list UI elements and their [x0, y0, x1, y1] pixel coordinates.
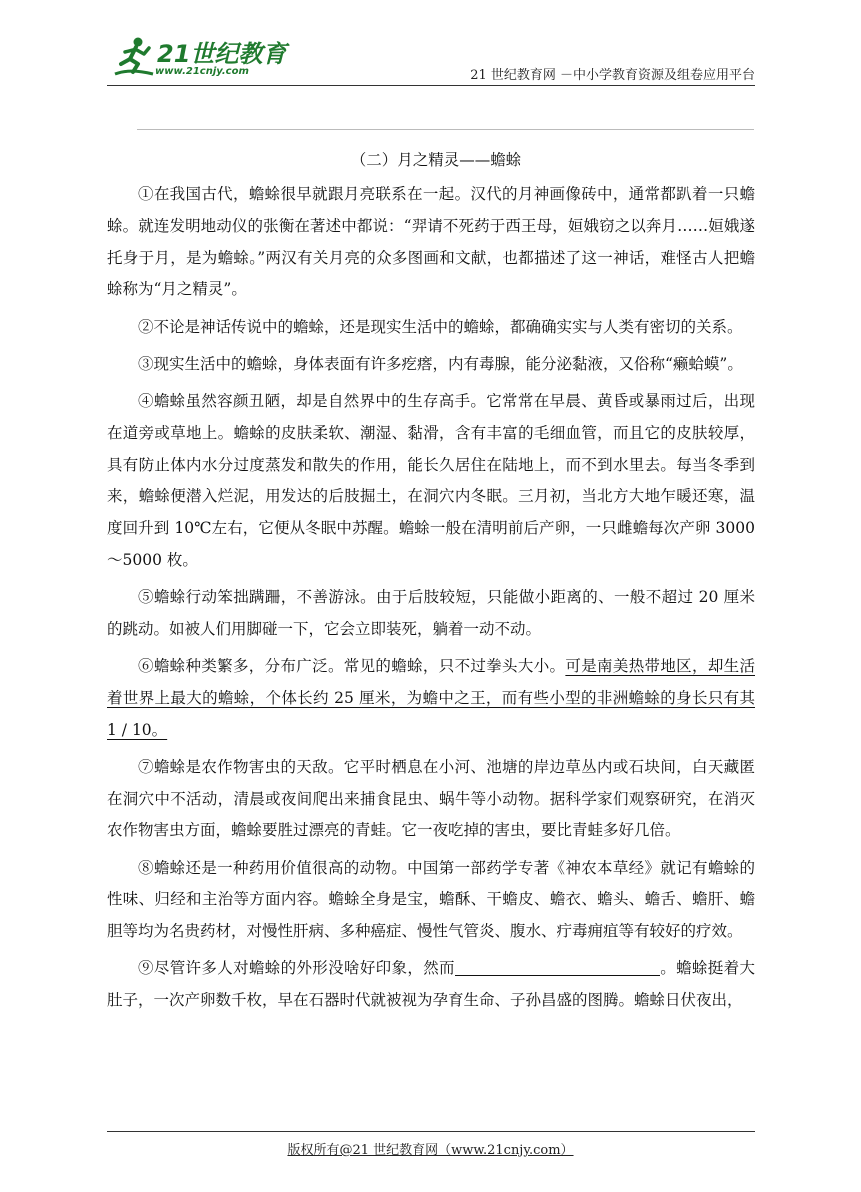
paragraph-7: ⑦蟾蜍是农作物害虫的天敌。它平时栖息在小河、池塘的岸边草丛内或石块间，白天藏匿在洞穴中不活动，清晨或夜间爬出来捕食昆虫、蜗牛等小动物。据科学家们观察研究，在消灭农作物害虫方面，蟾蜍要胜过漂亮的青蛙。它一夜吃掉的害虫，要比青蛙多好几倍。	[107, 757, 755, 840]
paragraph-4: ④蟾蜍虽然容颜丑陋，却是自然界中的生存高手。它常常在早晨、黄昏或暴雨过后，出现在道旁或草地上。蟾蜍的皮肤柔软、潮湿、黏滑，含有丰富的毛细血管，而且它的皮肤较厚，具有防止体内水分过度蒸发和散失的作用，能长久居住在陆地上，而不到水里去。每当冬季到来，蟾蜍便潜入烂泥，用发达的后肢掘土，在洞穴内冬眠。三月初，当北方大地乍暖还寒，温度回升到 10℃左右，它便从冬眠中苏醒。蟾蜍一般在清明前后产卵，一只雌蟾每次产卵 3000～5000 枚。	[107, 391, 755, 569]
footer-divider	[107, 1131, 755, 1132]
page-header	[107, 28, 755, 86]
paragraph-9-before: ⑨尽管许多人对蟾蜍的外形没啥好印象，然而	[138, 959, 455, 978]
paragraph-5: ⑤蟾蜍行动笨拙蹒跚，不善游泳。由于后肢较短，只能做小距离的、一般不超过 20 厘米的跳动。如被人们用脚碰一下，它会立即装死，躺着一动不动。	[107, 588, 755, 638]
thin-divider	[137, 129, 754, 130]
article	[107, 146, 755, 1022]
paragraph-6	[107, 651, 755, 746]
page-footer	[0, 1139, 861, 1158]
article-title: （二）月之精灵——蟾蜍	[350, 151, 522, 169]
paragraph-3: ③现实生活中的蟾蜍，身体表面有许多疙瘩，内有毒腺，能分泌黏液，又俗称“癞蛤蟆”。	[138, 354, 743, 373]
paragraph-6-plain: ⑥蟾蜍种类繁多，分布广泛。常见的蟾蜍，只不过拳头大小。	[138, 657, 566, 676]
paragraph-8: ⑧蟾蜍还是一种药用价值很高的动物。中国第一部药学专著《神农本草经》就记有蟾蜍的性味、归经和主治等方面内容。蟾蜍全身是宝，蟾酥、干蟾皮、蟾衣、蟾头、蟾舌、蟾肝、蟾胆等均为名贵药材，对慢性肝病、多种癌症、慢性气管炎、腹水、疔毒痈疽等有较好的疗效。	[107, 858, 755, 941]
header-site-name: 21 世纪教育网 －中小学教育资源及组卷应用平台	[470, 68, 755, 83]
paragraph-6-underlined: 可是南美热带地区，却生活着世界上最大的蟾蜍，个体长约 25 厘米，为蟾中之王，而有些小型的非洲蟾蜍的身长只有其 1 / 10。	[107, 657, 755, 739]
site-logo[interactable]	[107, 28, 287, 84]
paragraph-1: ①在我国古代，蟾蜍很早就跟月亮联系在一起。汉代的月神画像砖中，通常都趴着一只蟾蜍。就连发明地动仪的张衡在著述中都说：“羿请不死药于西王母，姮娥窃之以奔月……姮娥遂托身于月，是为蟾蜍。”两汉有关月亮的众多图画和文献，也都描述了这一神话，难怪古人把蟾蜍称为“月之精灵”。	[107, 185, 755, 299]
logo-name: 21世纪教育	[157, 40, 287, 68]
paragraph-9	[107, 953, 755, 1017]
copyright-link[interactable]: 版权所有@21 世纪教育网（www.21cnjy.com）	[287, 1143, 574, 1158]
runner-logo-icon	[111, 34, 157, 80]
paragraph-2: ②不论是神话传说中的蟾蜍，还是现实生活中的蟾蜍，都确确实实与人类有密切的关系。	[138, 317, 743, 336]
fill-in-blank[interactable]	[455, 959, 660, 976]
logo-url: www.21cnjy.com	[155, 66, 249, 77]
header-divider	[107, 85, 755, 86]
paragraph-9-after: 。蟾蜍挺着大肚子，一次产卵数千枚，早在石器时代就被视为孕育生命、子孙昌盛的图腾。蟾蜍日伏夜出，	[107, 959, 755, 1010]
